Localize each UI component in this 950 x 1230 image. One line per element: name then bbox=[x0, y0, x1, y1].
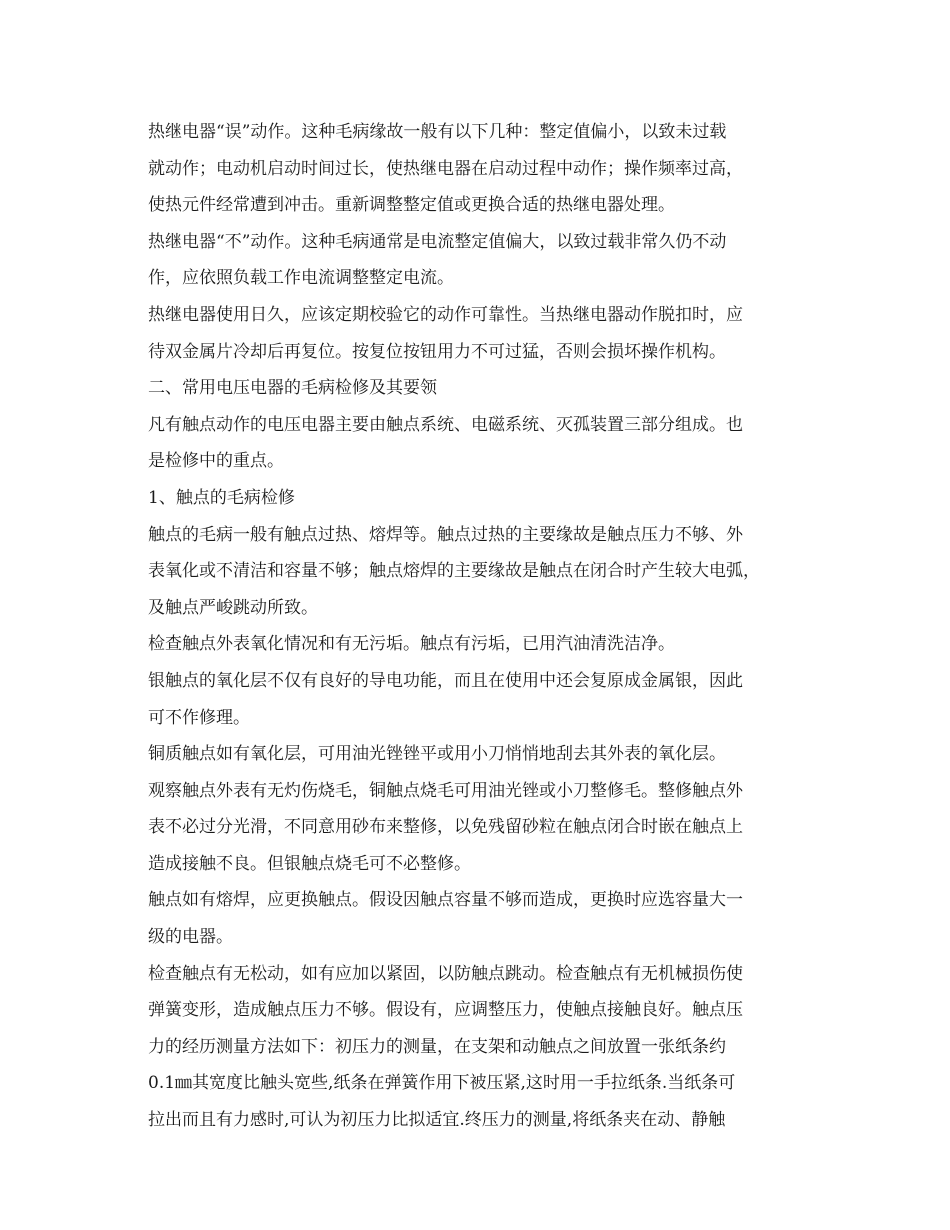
text-line: 级的电器。 bbox=[148, 927, 233, 948]
text-line: 触点的毛病一般有触点过热、熔焊等。触点过热的主要缘故是触点压力不够、外 bbox=[148, 524, 743, 545]
text-line: 拉出而且有力感时,可认为初压力比拟适宜.终压力的测量,将纸条夹在动、静触 bbox=[148, 1110, 726, 1131]
text-line: 及触点严峻跳动所致。 bbox=[148, 597, 318, 618]
text-line: 就动作；电动机启动时间过长，使热继电器在启动过程中动作；操作频率过高， bbox=[148, 158, 743, 179]
text-line: 作，应依照负载工作电流调整整定电流。 bbox=[148, 268, 454, 289]
text-line: 可不作修理。 bbox=[148, 707, 250, 728]
text-line: 热继电器使用日久，应该定期校验它的动作可靠性。当热继电器动作脱扣时，应 bbox=[148, 304, 743, 325]
text-line: 银触点的氧化层不仅有良好的导电功能，而且在使用中还会复原成金属银，因此 bbox=[148, 670, 743, 691]
text-line: 热继电器“误”动作。这种毛病缘故一般有以下几种：整定值偏小，以致未过载 bbox=[148, 122, 727, 142]
text-line: 观察触点外表有无灼伤烧毛，铜触点烧毛可用油光锉或小刀整修毛。整修触点外 bbox=[148, 780, 743, 801]
text-line: 表不必过分光滑，不同意用砂布来整修，以免残留砂粒在触点闭合时嵌在触点上 bbox=[148, 817, 743, 838]
subsection-heading: 1、触点的毛病检修 bbox=[148, 487, 295, 508]
text-line: 检查触点有无松动，如有应加以紧固，以防触点跳动。检查触点有无机械损伤使 bbox=[148, 963, 743, 984]
text-line: 检查触点外表氧化情况和有无污垢。触点有污垢，已用汽油清洗洁净。 bbox=[148, 634, 675, 655]
text-line: 0.1㎜其宽度比触头宽些,纸条在弹簧作用下被压紧,这时用一手拉纸条.当纸条可 bbox=[148, 1073, 736, 1094]
text-line: 待双金属片冷却后再复位。按复位按钮用力不可过猛，否则会损坏操作机构。 bbox=[148, 341, 726, 362]
text-line: 热继电器“不”动作。这种毛病通常是电流整定值偏大，以致过载非常久仍不动 bbox=[148, 231, 727, 252]
text-line: 触点如有熔焊，应更换触点。假设因触点容量不够而造成，更换时应选容量大一 bbox=[148, 890, 743, 911]
text-line: 使热元件经常遭到冲击。重新调整整定值或更换合适的热继电器处理。 bbox=[148, 195, 675, 216]
text-line: 弹簧变形，造成触点压力不够。假设有，应调整压力，使触点接触良好。触点压 bbox=[148, 1000, 743, 1021]
text-line: 力的经历测量方法如下：初压力的测量，在支架和动触点之间放置一张纸条约 bbox=[148, 1036, 726, 1057]
text-line: 是检修中的重点。 bbox=[148, 451, 284, 472]
text-line: 凡有触点动作的电压电器主要由触点系统、电磁系统、灭孤装置三部分组成。也 bbox=[148, 414, 743, 435]
section-heading: 二、常用电压电器的毛病检修及其要领 bbox=[148, 378, 437, 399]
document-body bbox=[148, 114, 810, 1139]
text-line: 表氧化或不清洁和容量不够；触点熔焊的主要缘故是触点在闭合时产生较大电弧， bbox=[148, 561, 760, 582]
text-line: 造成接触不良。但银触点烧毛可不必整修。 bbox=[148, 853, 471, 874]
text-line: 铜质触点如有氧化层，可用油光锉锉平或用小刀悄悄地刮去其外表的氧化层。 bbox=[148, 744, 726, 765]
